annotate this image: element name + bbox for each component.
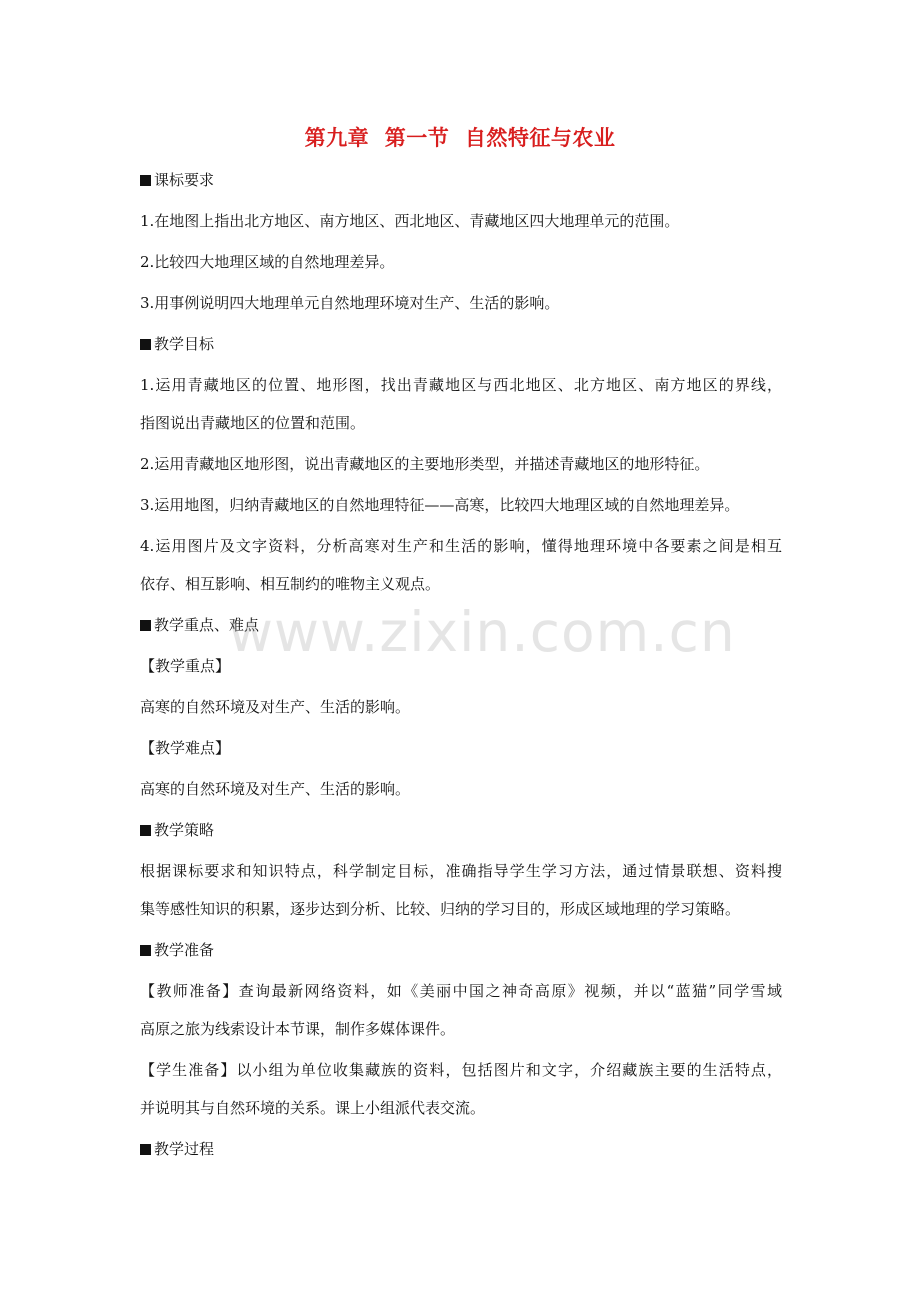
heading-text: 教学准备 <box>154 941 215 959</box>
square-bullet-icon <box>140 1144 151 1155</box>
label-text: 【学生准备】 <box>140 1061 237 1079</box>
heading-text: 教学目标 <box>154 335 215 353</box>
paragraph-text: 并说明其与自然环境的关系。课上小组派代表交流。 <box>140 1099 486 1117</box>
list-item-text: 指图说出青藏地区的位置和范围。 <box>140 414 366 432</box>
square-bullet-icon <box>140 620 151 631</box>
square-bullet-icon <box>140 825 151 836</box>
section-heading-mubiao <box>140 334 782 355</box>
paragraph-text: 高寒的自然环境及对生产、生活的影响。 <box>140 780 411 798</box>
list-item <box>140 252 782 273</box>
list-item-text: 1.在地图上指出北方地区、南方地区、西北地区、青藏地区四大地理单元的范围。 <box>140 212 680 230</box>
list-item <box>140 454 782 475</box>
section-heading-kebiao <box>140 170 782 191</box>
subheading-zhongdian <box>140 656 782 677</box>
list-item <box>140 211 782 232</box>
list-item-text: 4.运用图片及文字资料，分析高寒对生产和生活的影响，懂得地理环境中各要素之间是相互 <box>140 537 782 555</box>
heading-text: 教学过程 <box>154 1140 215 1158</box>
section-heading-guocheng <box>140 1139 782 1160</box>
subheading-text: 【教学难点】 <box>140 739 231 757</box>
heading-text: 课标要求 <box>154 171 215 189</box>
paragraph-text: 根据课标要求和知识特点，科学制定目标，准确指导学生学习方法，通过情景联想、资料搜 <box>140 862 782 880</box>
list-item-text: 依存、相互影响、相互制约的唯物主义观点。 <box>140 575 441 593</box>
section-heading-zhunbei <box>140 940 782 961</box>
list-item <box>140 293 782 314</box>
watermark-text: www.zixin.com.cn <box>228 600 736 664</box>
paragraph-text: 高原之旅为线索设计本节课，制作多媒体课件。 <box>140 1020 456 1038</box>
paragraph-text: 高寒的自然环境及对生产、生活的影响。 <box>140 698 411 716</box>
list-item <box>140 495 782 516</box>
paragraph-text: 集等感性知识的积累，逐步达到分析、比较、归纳的学习目的，形成区域地理的学习策略。 <box>140 900 741 918</box>
list-item <box>140 375 782 434</box>
paragraph-text: 查询最新网络资料，如《美丽中国之神奇高原》视频，并以“蓝猫”同学雪域 <box>238 982 782 1000</box>
list-item-text: 3.运用地图，归纳青藏地区的自然地理特征——高寒，比较四大地理区域的自然地理差异。 <box>140 496 740 514</box>
list-item <box>140 536 782 595</box>
square-bullet-icon <box>140 945 151 956</box>
subheading-text: 【教学重点】 <box>140 657 231 675</box>
square-bullet-icon <box>140 339 151 350</box>
paragraph <box>140 861 782 920</box>
list-item-text: 3.用事例说明四大地理单元自然地理环境对生产、生活的影响。 <box>140 294 560 312</box>
list-item-text: 1.运用青藏地区的位置、地形图，找出青藏地区与西北地区、北方地区、南方地区的界线， <box>140 376 782 394</box>
paragraph-student-prep <box>140 1060 782 1119</box>
subheading-nandian <box>140 738 782 759</box>
section-heading-zhongnan <box>140 615 782 636</box>
document-body <box>140 170 782 1180</box>
square-bullet-icon <box>140 175 151 186</box>
paragraph <box>140 779 782 800</box>
paragraph-teacher-prep <box>140 981 782 1040</box>
page-title: 第九章 第一节 自然特征与农业 <box>304 126 616 150</box>
paragraph-text: 以小组为单位收集藏族的资料，包括图片和文字，介绍藏族主要的生活特点， <box>236 1061 782 1079</box>
label-text: 【教师准备】 <box>140 982 239 1000</box>
section-heading-celue <box>140 820 782 841</box>
heading-text: 教学重点、难点 <box>154 616 260 634</box>
paragraph <box>140 697 782 718</box>
heading-text: 教学策略 <box>154 821 215 839</box>
list-item-text: 2.比较四大地理区域的自然地理差异。 <box>140 253 395 271</box>
list-item-text: 2.运用青藏地区地形图，说出青藏地区的主要地形类型，并描述青藏地区的地形特征。 <box>140 455 710 473</box>
